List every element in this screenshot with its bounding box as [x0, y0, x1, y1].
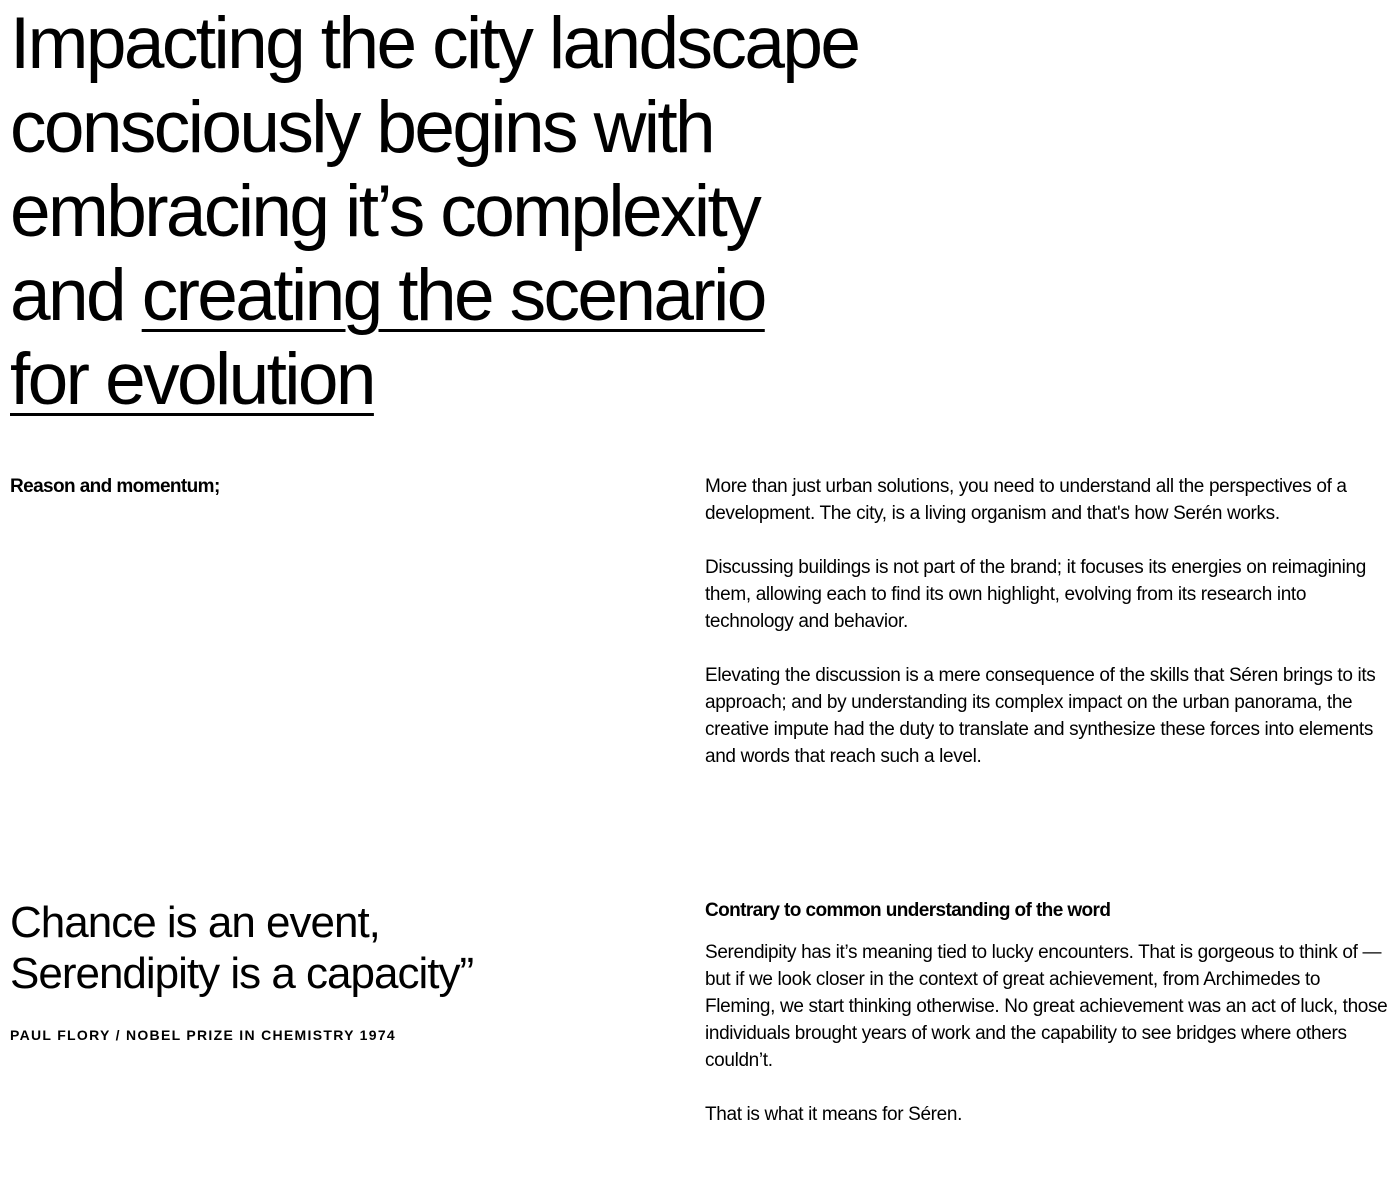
section2-body: [705, 939, 1395, 1155]
section2-paragraph: Serendipity has it’s meaning tied to lucky encounters. That is gorgeous to think of — but if we look closer in the context of great achievement, from Archimedes to Fleming, we start thinking otherwise. No great achievement was an act of luck, those individuals brought years of work and the capability to see bridges where others couldn’t.: [705, 942, 1388, 1071]
section1-paragraph: Elevating the discussion is a mere consequence of the skills that Séren brings to its approach; and by understanding its complex impact on the urban panorama, the creative impute had the duty to translate and synthesize these forces into elements and words that reach such a level.: [705, 665, 1376, 767]
quote-line-2: Serendipity is a capacity”: [10, 949, 474, 998]
section1-paragraph: Discussing buildings is not part of the brand; it focuses its energies on reimagining them, allowing each to find its own highlight, evolving from its research into technology and behavior.: [705, 557, 1366, 632]
section1-paragraph: More than just urban solutions, you need to understand all the perspectives of a development. The city, is a living organism and that's how Serén works.: [705, 476, 1347, 524]
section2-heading: Contrary to common understanding of the word: [705, 900, 1111, 921]
hero-headline: [10, 2, 1070, 422]
section1-body: [705, 473, 1395, 797]
hero-line-3: embracing it’s complexity: [10, 171, 760, 252]
quote-attribution: PAUL FLORY / NOBEL PRIZE IN CHEMISTRY 1974: [10, 1027, 396, 1043]
hero-line-4-text: and: [10, 255, 142, 336]
hero-line-1: Impacting the city landscape: [10, 3, 859, 84]
section2-paragraph: That is what it means for Séren.: [705, 1104, 963, 1125]
section-label-reason-momentum: Reason and momentum;: [10, 476, 220, 497]
hero-line-2: consciously begins with: [10, 87, 714, 168]
pull-quote: [10, 897, 650, 999]
hero-link-for-evolution[interactable]: for evolution: [10, 339, 374, 420]
hero-link-creating-scenario[interactable]: creating the scenario: [141, 255, 765, 336]
quote-line-1: Chance is an event,: [10, 898, 380, 947]
